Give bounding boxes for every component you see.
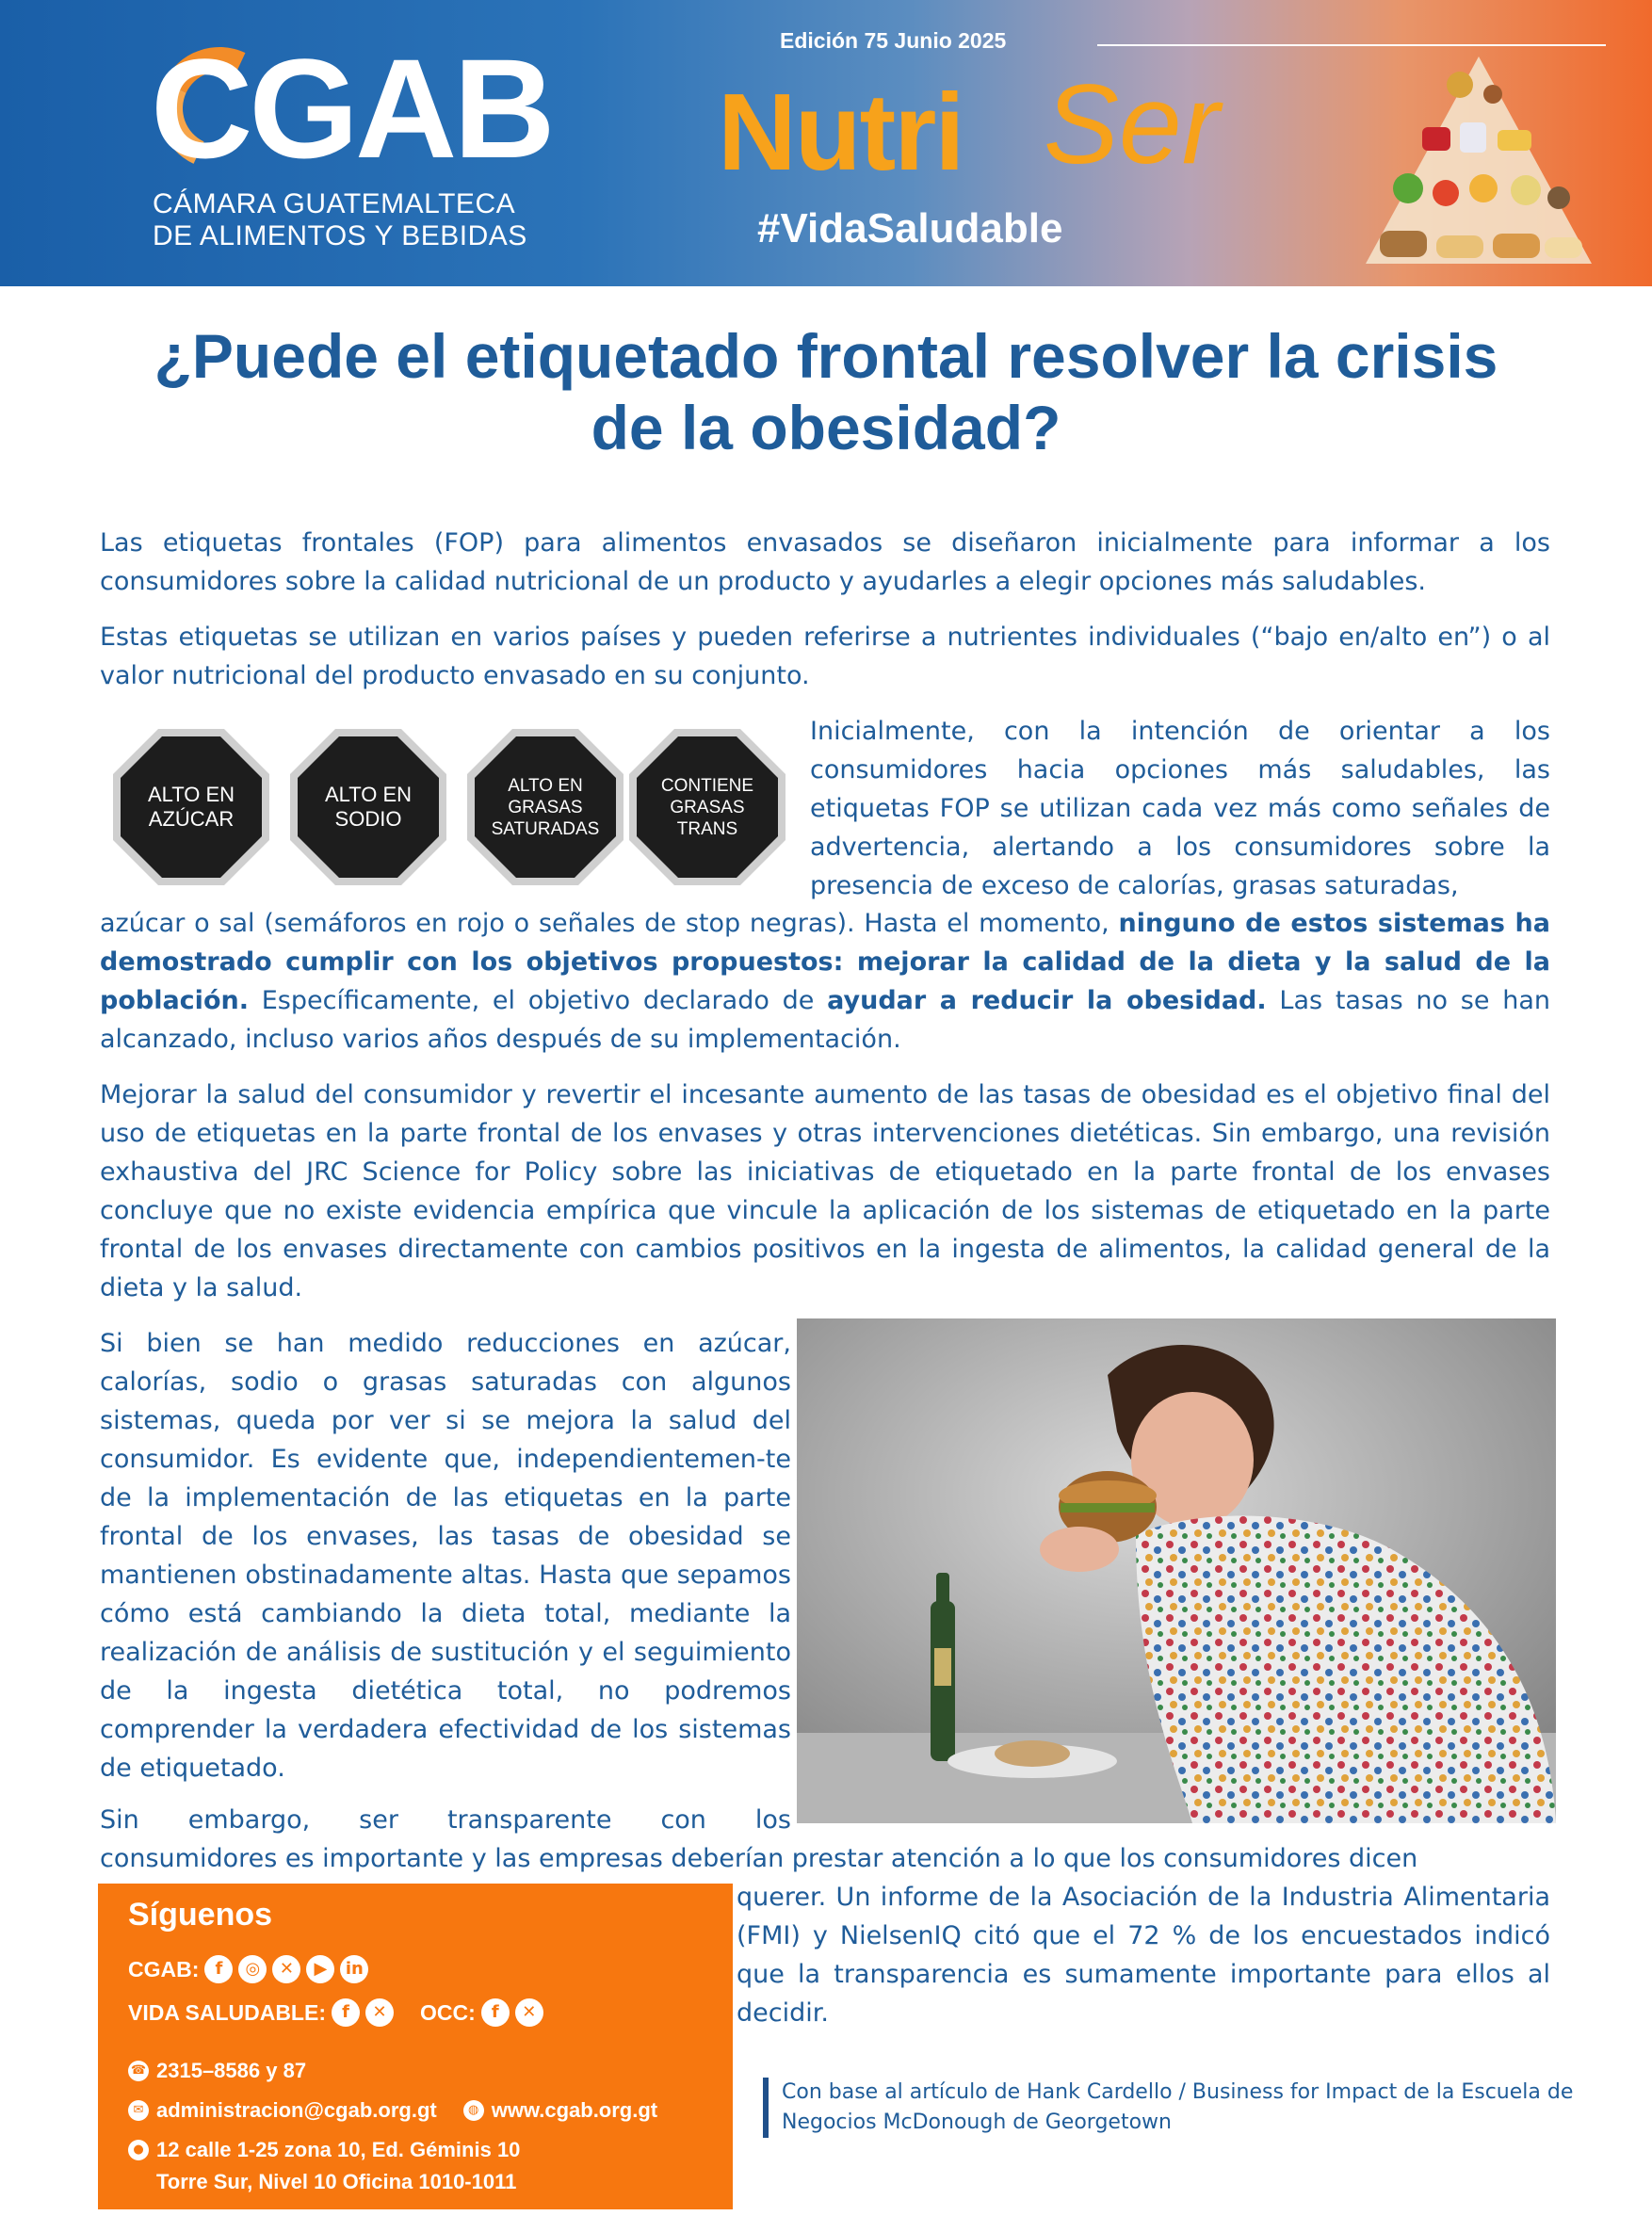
sign-alto-grasas-saturadas <box>465 727 625 887</box>
facebook-icon[interactable]: f <box>204 1955 233 1983</box>
food-pyramid-icon <box>1356 47 1601 273</box>
logo-subtitle <box>153 188 527 252</box>
sign-contiene-grasas-trans <box>627 727 787 887</box>
p3-text-c: Las tasas no se han alcanzado, incluso varios años después de su implementación. <box>100 986 1550 1054</box>
edition-label: Edición 75 Junio 2025 <box>780 28 1007 53</box>
paragraph-6-line2: consumidores es importante y las empresas deberían prestar atención a lo que los consumidores dicen <box>100 1844 1418 1873</box>
cgab-social-label: CGAB: <box>128 1956 200 1981</box>
paragraph-5: Si bien se han medido reducciones en azúcar, calorías, sodio o grasas saturadas con algunos sistemas, queda por ver si se mejora la salud del consumidor. Es evidente que, independientemen-te de la implementación de las etiquetas en la parte frontal de los envases, las tasas de obesidad se mantienen obstinadamente altas. Hasta que sepamos cómo está cambiando la dieta total, mediante la realización de análisis de sustitución y el seguimiento de la ingesta dietética total, no podremos comprender la verdadera efectividad de los sistemas de etiquetado. <box>100 1329 791 1783</box>
paragraph-6-rest: querer. Un informe de la Asociación de la Industria Alimentaria (FMI) y NielsenIQ citó que el 72 % de los encuestados indicó que la transparencia es sumamente importante para ellos al decidir. <box>737 1883 1550 2028</box>
article-title <box>75 320 1577 463</box>
phone-icon: ☎ <box>128 2061 149 2081</box>
sign-alto-azucar <box>111 727 271 887</box>
x-twitter-icon[interactable]: ✕ <box>365 1998 394 2027</box>
p3-bold-2: ayudar a reducir la obesidad. <box>827 986 1267 1015</box>
sign-label: CONTIENE GRASAS TRANS <box>660 775 754 839</box>
cgab-logo <box>151 29 552 264</box>
sign-alto-sodio <box>288 727 448 887</box>
paragraph-2: Estas etiquetas se utilizan en varios países y pueden referirse a nutrientes individuales (“bajo en/alto en”) o al valor nutricional del producto envasado en su conjunto. <box>100 623 1550 690</box>
linkedin-icon[interactable]: in <box>340 1955 368 1983</box>
occ-social-label: OCC: <box>419 1999 476 2025</box>
woman-eating-burger-illustration <box>797 1318 1556 1823</box>
contact-address-line1 <box>128 2138 520 2162</box>
facebook-icon[interactable]: f <box>332 1998 360 2027</box>
youtube-icon[interactable]: ▶ <box>306 1955 334 1983</box>
facebook-icon[interactable]: f <box>481 1998 510 2027</box>
paragraph-6-line1: Sin embargo, ser transparente con los <box>100 1805 791 1835</box>
website-link[interactable]: www.cgab.org.gt <box>491 2098 658 2122</box>
social-row-vida <box>128 1998 549 2027</box>
logo-subtitle-line2: DE ALIMENTOS Y BEBIDAS <box>153 220 527 251</box>
logo-letters: CGAB <box>151 29 552 187</box>
vida-saludable-social-label: VIDA SALUDABLE: <box>128 1999 326 2025</box>
follow-us-box <box>98 1884 733 2209</box>
follow-title: Síguenos <box>128 1897 273 1933</box>
article-title-line2: de la obesidad? <box>591 393 1061 462</box>
phone-number: 2315–8586 y 87 <box>156 2059 307 2082</box>
brand-ser: Ser <box>1044 61 1220 187</box>
location-pin-icon: ● <box>128 2140 149 2160</box>
article-title-line1: ¿Puede el etiquetado frontal resolver la crisis <box>154 321 1498 391</box>
woman-eating-photo <box>797 1318 1556 1823</box>
sign-label: ALTO EN AZÚCAR <box>147 783 235 831</box>
p3-bold-1: ninguno de estos sistemas ha demostrado cumplir con los objetivos propuestos: mejorar la calidad de la dieta y la salud de la población. <box>100 909 1550 1015</box>
sign-label: ALTO EN GRASAS SATURADAS <box>491 775 600 839</box>
brand-nutri: Nutri <box>718 71 964 193</box>
email-icon: ✉ <box>128 2100 149 2121</box>
edition-divider <box>1097 44 1606 46</box>
paragraph-3-full <box>100 904 1550 1059</box>
address-line1: 12 calle 1-25 zona 10, Ed. Géminis 10 <box>156 2138 521 2161</box>
instagram-icon[interactable]: ◎ <box>238 1955 267 1983</box>
sign-label: ALTO EN SODIO <box>324 783 413 831</box>
social-row-cgab <box>128 1955 374 1983</box>
contact-phone <box>128 2059 306 2083</box>
paragraph-1: Las etiquetas frontales (FOP) para alimentos envasados se diseñaron inicialmente para informar a los consumidores sobre la calidad nutricional de un producto y ayudarles a elegir opciones más saludables. <box>100 528 1550 596</box>
x-twitter-icon[interactable]: ✕ <box>515 1998 543 2027</box>
email-address[interactable]: administracion@cgab.org.gt <box>156 2098 437 2122</box>
hashtag-label: #VidaSaludable <box>757 205 1063 251</box>
warning-signs <box>111 727 770 887</box>
paragraph-4: Mejorar la salud del consumidor y revertir el incesante aumento de las tasas de obesidad es el objetivo final del uso de etiquetas en la parte frontal de los envases y otras intervenciones dietéticas. Sin embargo, una revisión exhaustiva del JRC Science for Policy sobre las iniciativas de etiquetado en la parte frontal de los envases concluye que no existe evidencia empírica que vincule la aplicación de los sistemas de etiquetado en la parte frontal de los envases directamente con cambios positivos en la ingesta de alimentos, la calidad general de la dieta y la salud. <box>100 1080 1550 1302</box>
p3-text-a: azúcar o sal (semáforos en rojo o señales de stop negras). Hasta el momento, <box>100 909 1119 938</box>
source-note: Con base al artículo de Hank Cardello / Business for Impact de la Escuela de Negocios McDonough de Georgetown <box>763 2078 1592 2138</box>
header-banner <box>0 0 1652 286</box>
x-twitter-icon[interactable]: ✕ <box>272 1955 300 1983</box>
p3-text-b: Específicamente, el objetivo declarado de <box>248 986 828 1015</box>
globe-icon: ◍ <box>463 2100 484 2121</box>
logo-subtitle-line1: CÁMARA GUATEMALTECA <box>153 188 516 219</box>
address-line2: Torre Sur, Nivel 10 Oficina 1010-1011 <box>156 2170 517 2193</box>
contact-email-web <box>128 2098 657 2123</box>
paragraph-3-wrapped: Inicialmente, con la intención de orientar a los consumidores hacia opciones más saludables, las etiquetas FOP se utilizan cada vez más como señales de advertencia, alertando a los consumidores sobre la presencia de exceso de calorías, grasas saturadas, <box>810 717 1550 900</box>
